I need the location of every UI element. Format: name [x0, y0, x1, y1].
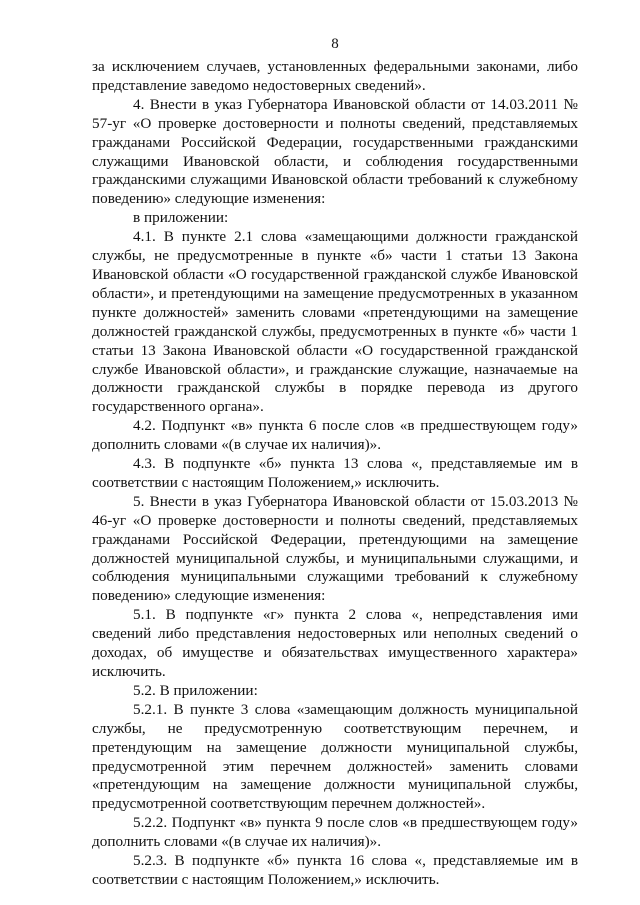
paragraph-item-4-3: 4.3. В подпункте «б» пункта 13 слова «, представляемые им в соответствии с настоящим Положением,» исключить.: [92, 455, 578, 491]
paragraph-continuation: за исключением случаев, установленных федеральными законами, либо представление заведомо недостоверных сведений».: [92, 58, 578, 94]
paragraph-item-4: 4. Внести в указ Губернатора Ивановской области от 14.03.2011 № 57-уг «О проверке достоверности и полноты сведений, представляемых гражданами Российской Федерации, государственными гражданскими служащими Ивановской области, и соблюдения государственными гражданскими служащими Ивановской области требований к служебному поведению» следующие изменения:: [92, 95, 578, 208]
paragraph-item-5-2-3: 5.2.3. В подпункте «б» пункта 16 слова «, представляемые им в соответствии с настоящим Положением,» исключить.: [92, 852, 578, 888]
paragraph-item-4-1: 4.1. В пункте 2.1 слова «замещающими должности гражданской службы, не предусмотренные в пункте «б» части 1 статьи 13 Закона Ивановской области «О государственной гражданской службе Ивановской области», и претендующими на замещение предусмотренных в указанном пункте должностей» заменить словами «претендующими на замещение должностей гражданской службы, предусмотренных в пункте «б» части 1 статьи 13 Закона Ивановской области «О государственной гражданской службе Ивановской области», и гражданские служащие, назначаемые на должности гражданской службы в порядке перевода из другого государственного органа».: [92, 228, 578, 416]
paragraph-item-5-2-1: 5.2.1. В пункте 3 слова «замещающим должность муниципальной службы, не предусмотренную соответствующим перечнем, и претендующим на замещение должности муниципальной службы, предусмотренной этим перечнем должностей» заменить словами «претендующим на замещение должности муниципальной службы, предусмотренной соответствующим перечнем должностей».: [92, 700, 578, 813]
paragraph-in-appendix: в приложении:: [133, 209, 229, 227]
paragraph-item-5: 5. Внести в указ Губернатора Ивановской области от 15.03.2013 № 46-уг «О проверке достоверности и полноты сведений, представляемых гражданами Российской Федерации, претендующими на замещение должностей муниципальной службы, и муниципальными служащими, и соблюдения муниципальными служащими требований к служебному поведению» следующие изменения:: [92, 492, 578, 605]
paragraph-item-4-2: 4.2. Подпункт «в» пункта 6 после слов «в предшествующем году» дополнить словами «(в случае их наличия)».: [92, 417, 578, 454]
paragraph-item-5-2: 5.2. В приложении:: [133, 681, 258, 699]
paragraph-item-5-1: 5.1. В подпункте «г» пункта 2 слова «, непредставления ими сведений либо представления недостоверных или неполных сведений о доходах, об имуществе и обязательствах имущественного характера» исключить.: [92, 606, 578, 680]
paragraph-item-5-2-2: 5.2.2. Подпункт «в» пункта 9 после слов «в предшествующем году» дополнить словами «(в случае их наличия)».: [92, 814, 578, 851]
page-number: 8: [331, 36, 339, 52]
